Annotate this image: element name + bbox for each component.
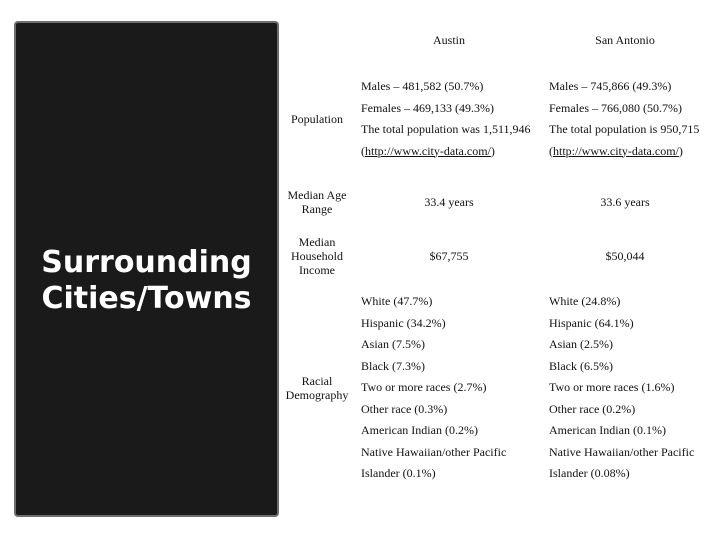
list-item: Two or more races (2.7%) [361, 380, 487, 395]
racial-label: Racial Demography [285, 374, 349, 402]
population-row [279, 58, 707, 180]
list-item: Black (7.3%) [361, 358, 425, 373]
median-age-label: Median Age Range [287, 188, 347, 216]
population-san-antonio-source: (http://www.city-data.com/) [549, 143, 683, 158]
list-item: Other race (0.3%) [361, 401, 448, 416]
population-san-antonio-females: Females – 766,080 (50.7%) [549, 100, 682, 115]
racial-san-antonio [543, 288, 707, 488]
list-item: Islander (0.08%) [549, 466, 630, 481]
header-row [279, 22, 707, 58]
population-san-antonio [543, 58, 707, 180]
racial-austin [355, 288, 543, 488]
median-age-row [279, 180, 707, 224]
median-income-san-antonio: $50,044 [605, 248, 645, 263]
list-item: American Indian (0.2%) [361, 423, 478, 438]
column-header-san-antonio: San Antonio [595, 32, 655, 47]
population-san-antonio-source-link[interactable]: http://www.city-data.com/ [553, 143, 679, 158]
population-austin [355, 58, 543, 180]
city-comparison-table [279, 22, 707, 488]
population-san-antonio-males: Males – 745,866 (49.3%) [549, 79, 672, 93]
list-item: White (24.8%) [549, 294, 621, 309]
list-item: Islander (0.1%) [361, 466, 436, 481]
median-income-label: Median Household Income [291, 235, 343, 277]
list-item: Black (6.5%) [549, 358, 613, 373]
list-item: American Indian (0.1%) [549, 423, 666, 438]
population-austin-source: (http://www.city-data.com/) [361, 143, 495, 158]
column-header-austin: Austin [432, 32, 465, 47]
list-item: Other race (0.2%) [549, 401, 636, 416]
list-item: Asian (2.5%) [549, 337, 613, 352]
list-item: Asian (7.5%) [361, 337, 425, 352]
panel-title [16, 245, 277, 317]
list-item: White (47.7%) [361, 294, 433, 309]
racial-row [279, 288, 707, 488]
list-item: Two or more races (1.6%) [549, 380, 675, 395]
population-label: Population [290, 112, 343, 126]
panel-title-line-1: Surrounding [41, 245, 252, 280]
population-san-antonio-total: The total population is 950,715 [549, 122, 700, 136]
population-austin-total: The total population was 1,511,946 [361, 122, 531, 136]
header-empty-cell [279, 22, 355, 58]
median-income-austin: $67,755 [429, 248, 469, 263]
population-austin-males: Males – 481,582 (50.7%) [361, 79, 484, 93]
population-austin-source-link[interactable]: http://www.city-data.com/ [365, 143, 491, 158]
median-age-san-antonio: 33.6 years [600, 194, 650, 209]
list-item: Hispanic (64.1%) [549, 315, 634, 330]
list-item: Native Hawaiian/other Pacific [361, 444, 507, 459]
list-item: Native Hawaiian/other Pacific [549, 444, 695, 459]
median-age-austin: 33.4 years [424, 194, 474, 209]
median-income-row [279, 224, 707, 288]
list-item: Hispanic (34.2%) [361, 315, 446, 330]
panel-title-line-2: Cities/Towns [41, 281, 252, 316]
title-panel [14, 21, 279, 517]
population-austin-females: Females – 469,133 (49.3%) [361, 100, 494, 115]
